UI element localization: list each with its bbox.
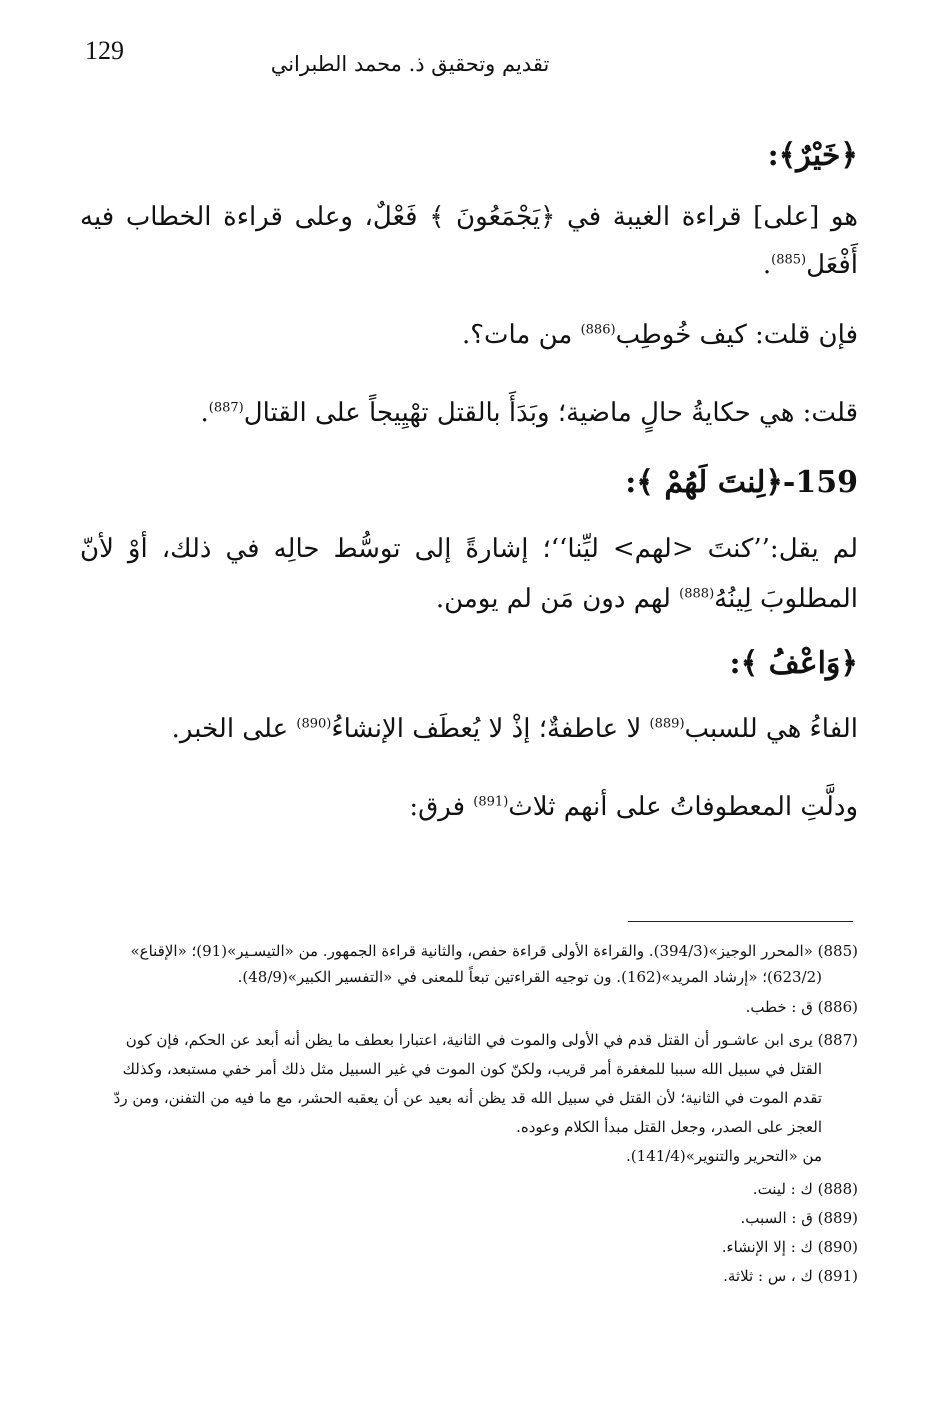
paragraph-end: من مات؟.	[461, 320, 573, 350]
main-text	[80, 138, 858, 829]
heading-text: 159-﴿لِنتَ لَهُمْ ﴾:	[625, 465, 858, 500]
footnote-ref: (888)	[679, 586, 715, 602]
paragraph-text: فإن قلت: كيف خُوطِب	[615, 320, 858, 350]
paragraph-4	[80, 524, 858, 624]
footnote-text: (623/2)؛ «إرشاد المريد»(162). ون توجيه القراءتين تبعاً للمعنى في «التفسير الكبير»(48/9).	[237, 968, 822, 986]
paragraph-end: على الخبر.	[171, 714, 289, 744]
paragraph-text: لا عاطفةٌ؛ إذْ لا يُعطَف الإنشاءُ	[331, 714, 642, 744]
running-title: تقديم وتحقيق ذ. محمد الطبراني	[270, 52, 550, 76]
paragraph-end: فرق:	[409, 792, 466, 822]
paragraph-text: ودلَّتِ المعطوفاتُ على أنهم ثلاث	[508, 792, 858, 822]
footnote-text: من «التحرير والتنوير»(141/4).	[626, 1147, 822, 1165]
heading-text: ﴿وَاعْفُ ﴾:	[729, 646, 858, 681]
footnote-ref: (890)	[296, 716, 332, 732]
verse-heading-waafu	[80, 646, 858, 681]
paragraph-end: لهم دون مَن لم يومن.	[435, 584, 671, 614]
footnote-text: (890) ك : إلا الإنشاء.	[721, 1238, 858, 1256]
footnote-text: (891) ك ، س : ثلاثة.	[723, 1267, 858, 1285]
footnote-885	[78, 938, 858, 990]
footnote-887	[78, 1026, 858, 1171]
footnote-text: تقدم الموت في الثانية؛ لأن القتل في سبيل الله قد يظن أنه بعيد عن أن يعقبه الحشر، مع ما فيه من التفنن، ومن ردّ	[113, 1089, 822, 1107]
page-number: 129	[85, 36, 124, 65]
footnote-text: (887) يرى ابن عاشـور أن القتل قدم في الأولى والموت في الثانية، اعتبارا بعطف ما يظن أنه أبعد عن الحكم، فإن كون	[125, 1031, 858, 1049]
footnote-886	[78, 994, 858, 1020]
heading-text: ﴿خَيْرٌ﴾:	[767, 138, 858, 173]
paragraph-text: لم يقل:’’كنتَ <لهم> ليِّنا‘‘؛ إشارةً إلى توسُّط حالِه في ذلك، أوْ لأنّ المطلوبَ لِينُهُ	[80, 534, 858, 614]
footnote-891	[78, 1262, 858, 1291]
paragraph-3	[80, 391, 858, 435]
paragraph-end: .	[762, 250, 772, 280]
footnote-ref: (887)	[208, 400, 244, 416]
footnote-text: القتل في سبيل الله سببا للمغفرة أمر قريب، ولكنّ كون الموت في غير السبيل مثل ذلك أمر خفي مستبعد، وكذلك	[122, 1060, 822, 1078]
footnote-text: (889) ق : السبب.	[740, 1209, 858, 1227]
footnote-separator	[628, 921, 853, 922]
footnote-text: (888) ك : لينت.	[752, 1180, 858, 1198]
footnote-890	[78, 1233, 858, 1262]
paragraph-1	[80, 193, 858, 289]
footnote-text: (885) «المحرر الوجيز»(394/3). والقراءة الأولى قراءة حفص، والثانية قراءة الجمهور. من «التيسـير»(91)؛ «الإقناع»	[130, 942, 858, 960]
paragraph-6	[80, 785, 858, 829]
footnote-text: العجز على الصدر، وجعل القتل مبدأ الكلام وعوده.	[516, 1118, 822, 1136]
paragraph-text: قلت: هي حكايةُ حالٍ ماضية؛ وبَدَأَ بالقتل تهْيِيجاً على القتال	[243, 398, 858, 428]
verse-heading-khayr	[80, 138, 858, 173]
footnote-text: (886) ق : خطب.	[745, 998, 858, 1016]
footnote-888	[78, 1175, 858, 1204]
verse-heading-159	[80, 465, 858, 500]
paragraph-2	[80, 313, 858, 357]
paragraph-end: .	[200, 398, 209, 428]
footnote-ref: (891)	[473, 794, 509, 810]
footnote-ref: (889)	[649, 716, 685, 732]
paragraph-text: الفاءُ هي للسبب	[684, 714, 858, 744]
footnotes	[78, 938, 858, 1291]
footnote-ref: (885)	[771, 252, 807, 268]
paragraph-text: هو [على] قراءة الغيبة في ﴿يَجْمَعُونَ ﴾ فَعْلٌ، وعلى قراءة الخطاب فيه أَفْعَل	[80, 202, 858, 280]
footnote-889	[78, 1204, 858, 1233]
paragraph-5	[80, 707, 858, 751]
footnote-ref: (886)	[580, 322, 616, 338]
